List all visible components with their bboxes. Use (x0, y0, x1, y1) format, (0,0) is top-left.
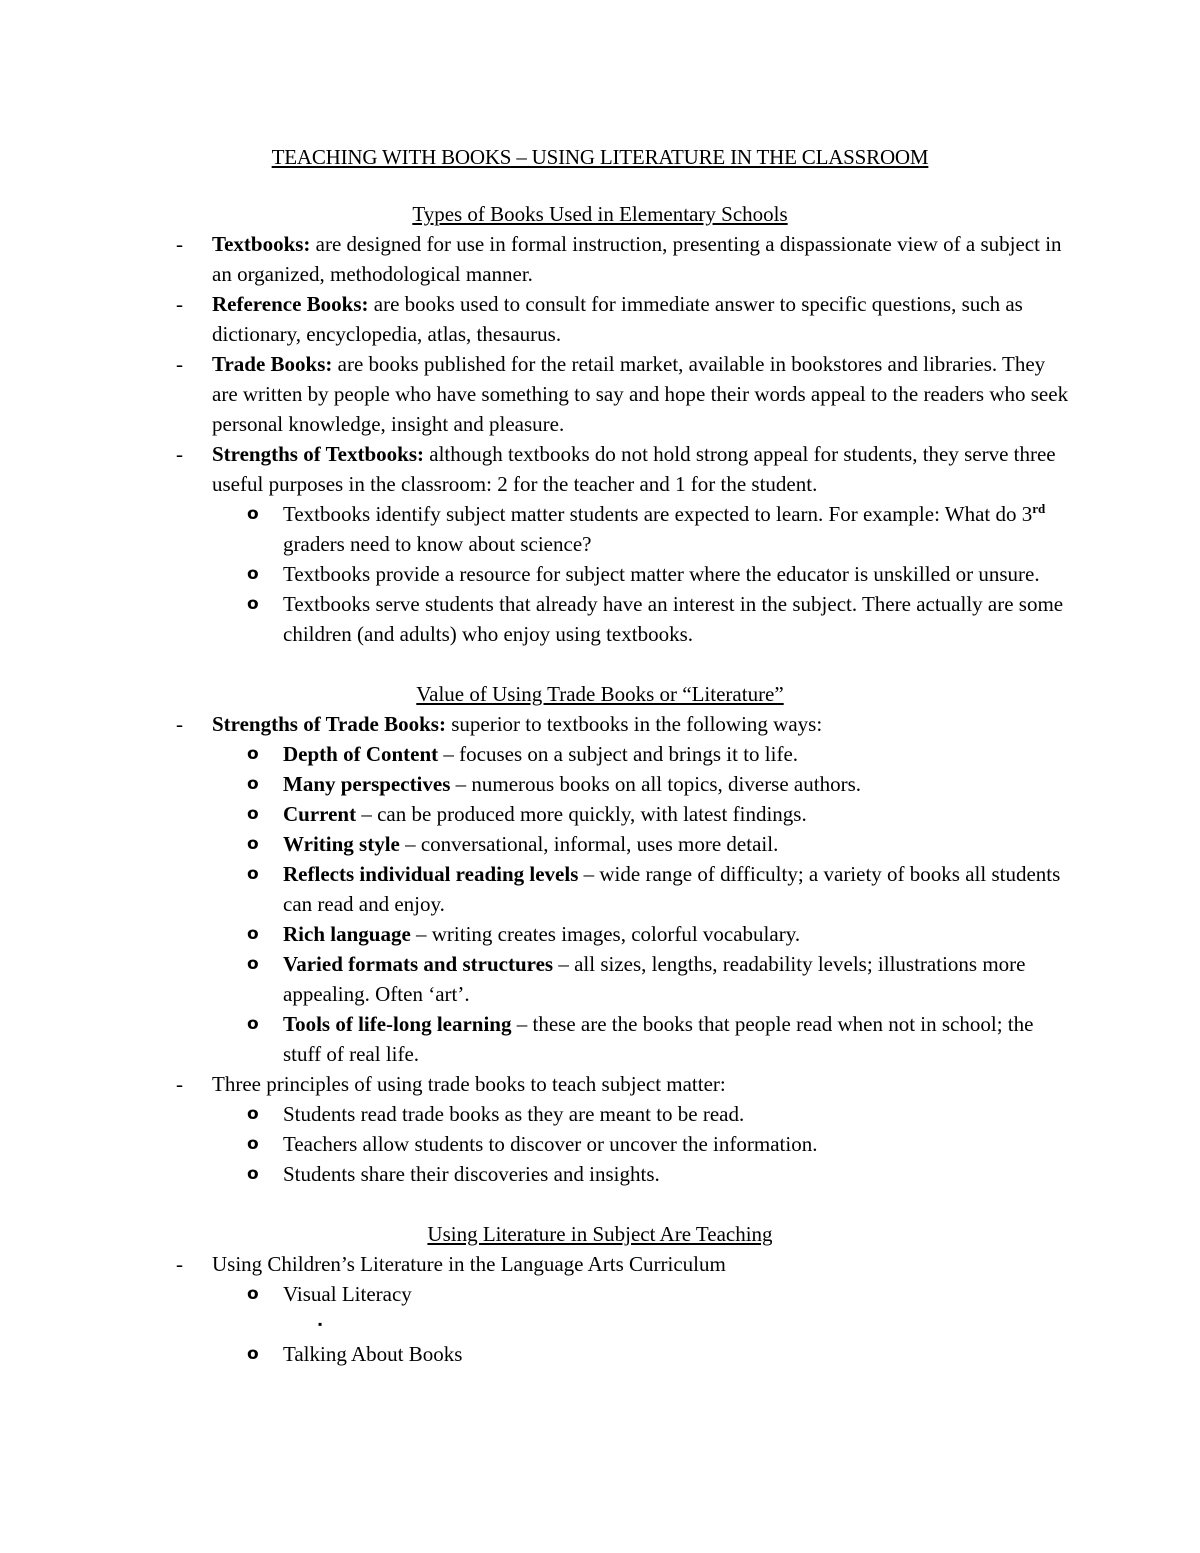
circle-bullet: o (247, 864, 259, 884)
item-text: Students read trade books as they are meant to be read. (283, 1102, 745, 1126)
sub-list-item (0, 1099, 1072, 1129)
sub-list-item (0, 589, 1072, 649)
item-text: are designed for use in formal instruction, presenting a dispassionate view of a subject in an organized, methodological manner. (212, 232, 1062, 286)
sub-list-item (0, 499, 1072, 559)
sub-list-item (0, 859, 1072, 919)
circle-bullet: o (247, 774, 259, 794)
item-text: Visual Literacy (283, 1282, 412, 1306)
item-text: – can be produced more quickly, with latest findings. (356, 802, 807, 826)
document-title: TEACHING WITH BOOKS – USING LITERATURE IN THE CLASSROOM (271, 145, 929, 169)
section-heading: Value of Using Trade Books or “Literature” (416, 682, 784, 706)
sub-list-item (0, 1129, 1072, 1159)
circle-bullet: o (247, 1164, 259, 1184)
term-label: Reflects individual reading levels (283, 862, 579, 886)
item-text: Textbooks identify subject matter students are expected to learn. For example: What do 3 (283, 502, 1033, 526)
dash-bullet: - (176, 232, 183, 256)
sub-list-item (0, 769, 1072, 799)
sub-list-item (0, 1339, 1072, 1369)
document-body (0, 199, 1200, 1369)
sub-list-item (0, 829, 1072, 859)
circle-bullet: o (247, 1284, 259, 1304)
sub-list-item (0, 1159, 1072, 1189)
sub-sub-list-item (0, 1309, 1054, 1339)
list-item (0, 229, 1072, 289)
term-label: Current (283, 802, 357, 826)
sub-list-item (0, 559, 1072, 589)
term-label: Rich language (283, 922, 411, 946)
list-item (0, 1069, 1072, 1099)
dash-bullet: - (176, 292, 183, 316)
section-heading: Types of Books Used in Elementary Schools (412, 202, 788, 226)
term-label: Writing style (283, 832, 400, 856)
item-text: – conversational, informal, uses more detail. (399, 832, 779, 856)
superscript: rd (1032, 501, 1046, 516)
circle-bullet: o (247, 504, 259, 524)
circle-bullet: o (247, 1344, 259, 1364)
section-types-of-books (0, 199, 1200, 649)
term-label: Depth of Content (283, 742, 439, 766)
term-label: Many perspectives (283, 772, 451, 796)
circle-bullet: o (247, 834, 259, 854)
dash-bullet: - (176, 352, 183, 376)
circle-bullet: o (247, 954, 259, 974)
list-item (0, 1249, 1072, 1279)
item-text: Talking About Books (283, 1342, 463, 1366)
dash-bullet: - (176, 442, 183, 466)
circle-bullet: o (247, 1134, 259, 1154)
circle-bullet: o (247, 564, 259, 584)
circle-bullet: o (247, 804, 259, 824)
circle-bullet: o (247, 744, 259, 764)
term-label: Strengths of Trade Books: (212, 712, 446, 736)
list-item (0, 709, 1072, 739)
item-text: Teachers allow students to discover or uncover the information. (283, 1132, 818, 1156)
list-item (0, 289, 1072, 349)
item-text: graders need to know about science? (283, 532, 592, 556)
term-label: Reference Books: (212, 292, 369, 316)
item-text: Three principles of using trade books to teach subject matter: (212, 1072, 726, 1096)
sub-list-item (0, 739, 1072, 769)
list-item (0, 439, 1072, 499)
item-text: – writing creates images, colorful vocabulary. (410, 922, 801, 946)
term-label: Trade Books: (212, 352, 333, 376)
item-text: – numerous books on all topics, diverse authors. (450, 772, 861, 796)
sub-list-item (0, 919, 1072, 949)
section-value-of-trade-books (0, 679, 1200, 1189)
item-text: – these are the books that people read when not in school; the stuff of real life. (283, 1012, 1034, 1066)
item-text: – wide range of difficulty; a variety of books all students can read and enjoy. (283, 862, 1061, 916)
circle-bullet: o (247, 924, 259, 944)
circle-bullet: o (247, 1014, 259, 1034)
item-text: Textbooks provide a resource for subject matter where the educator is unskilled or unsure. (283, 562, 1040, 586)
square-bullet: ▪ (318, 1317, 323, 1331)
item-text: – focuses on a subject and brings it to life. (438, 742, 799, 766)
item-text: Using Children’s Literature in the Language Arts Curriculum (212, 1252, 726, 1276)
term-label: Tools of life-long learning (283, 1012, 512, 1036)
sub-list-item (0, 1009, 1072, 1069)
sub-list-item (0, 799, 1072, 829)
item-text: although textbooks do not hold strong appeal for students, they serve three useful purposes in the classroom: 2 for the teacher and 1 for the student. (212, 442, 1056, 496)
circle-bullet: o (247, 594, 259, 614)
dash-bullet: - (176, 1072, 183, 1096)
section-heading: Using Literature in Subject Are Teaching (427, 1222, 773, 1246)
section-using-literature (0, 1219, 1200, 1369)
item-text: Students share their discoveries and insights. (283, 1162, 660, 1186)
item-text: superior to textbooks in the following ways: (445, 712, 823, 736)
item-text: – all sizes, lengths, readability levels; illustrations more appealing. Often ‘art’. (283, 952, 1026, 1006)
term-label: Strengths of Textbooks: (212, 442, 424, 466)
item-text: are books used to consult for immediate answer to specific questions, such as dictionary, encyclopedia, atlas, thesaurus. (212, 292, 1023, 346)
sub-list-item (0, 1279, 1072, 1309)
item-text: are books published for the retail market, available in bookstores and libraries. They are written by people who have something to say and hope their words appeal to the readers who seek personal knowledge, insight and pleasure. (212, 352, 1069, 436)
item-text: Textbooks serve students that already have an interest in the subject. There actually are some children (and adults) who enjoy using textbooks. (283, 592, 1064, 646)
circle-bullet: o (247, 1104, 259, 1124)
dash-bullet: - (176, 1252, 183, 1276)
dash-bullet: - (176, 712, 183, 736)
list-item (0, 349, 1072, 439)
term-label: Varied formats and structures (283, 952, 554, 976)
sub-list-item (0, 949, 1072, 1009)
term-label: Textbooks: (212, 232, 311, 256)
